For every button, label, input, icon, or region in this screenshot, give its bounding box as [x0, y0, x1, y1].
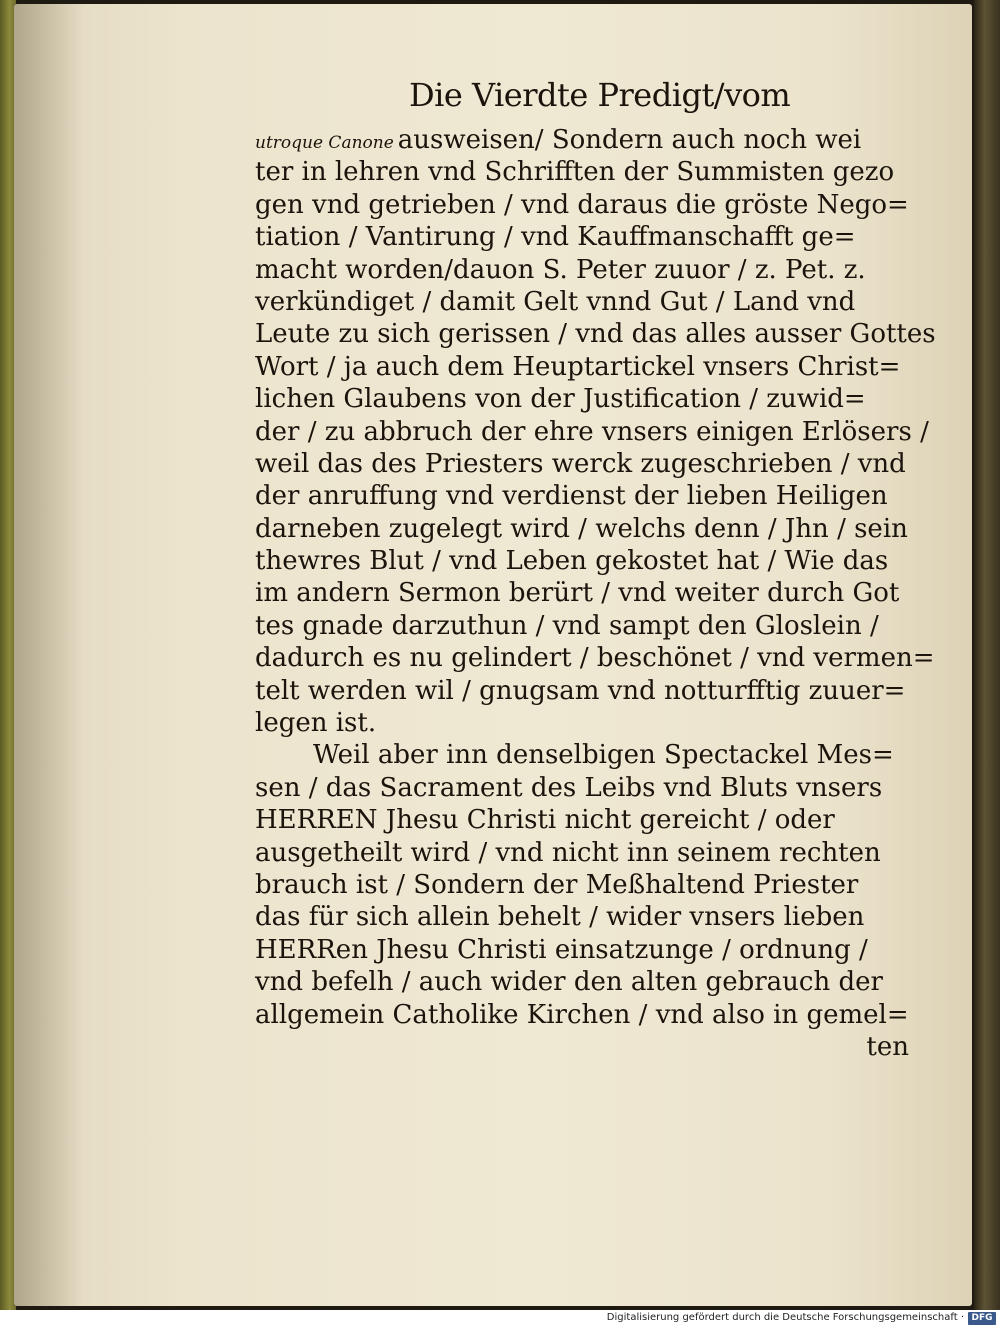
text-line: vnd befelh / auch wider den alten gebrauch der — [255, 967, 883, 998]
text-line — [255, 124, 915, 156]
text-line: thewres Blut / vnd Leben gekostet hat / Wie das — [255, 546, 889, 577]
text-line: Leute zu sich gerissen / vnd das alles ausser Gottes — [255, 319, 936, 350]
paragraph-start-line: Weil aber inn denselbigen Spectackel Mes= — [313, 740, 894, 771]
book-edge-right — [974, 0, 1000, 1310]
text-line: legen ist. — [255, 708, 377, 739]
latin-phrase: utroque Canone — [255, 133, 394, 153]
page-body — [255, 124, 936, 1063]
text-line: macht worden/dauon S. Peter zuuor / z. Pet. z. — [255, 254, 866, 285]
page-gutter-shadow — [14, 4, 84, 1306]
text-line: HERRen Jhesu Christi einsatzunge / ordnung / — [255, 934, 868, 965]
text-line: weil das des Priesters werck zugeschrieben / vnd — [255, 448, 906, 479]
text-line: tes gnade darzuthun / vnd sampt den Gloslein / — [255, 610, 879, 641]
text-line: brauch ist / Sondern der Meßhaltend Priester — [255, 869, 859, 900]
text-line: allgemein Catholike Kirchen / vnd also in gemel= — [255, 999, 909, 1030]
text-line: der anruffung vnd verdienst der lieben Heiligen — [255, 481, 888, 512]
text-line: dadurch es nu gelindert / beschönet / vnd vermen= — [255, 643, 935, 674]
catchword: ten — [866, 1031, 909, 1062]
text-line: tiation / Vantirung / vnd Kauffmanschafft ge= — [255, 222, 856, 253]
text-line: sen / das Sacrament des Leibs vnd Bluts vnsers — [255, 772, 883, 803]
text-line: darneben zugelegt wird / welchs denn / Jhn / sein — [255, 513, 908, 544]
dfg-logo: DFG — [968, 1312, 996, 1325]
running-header: Die Vierdte Predigt/vom — [409, 76, 791, 114]
funding-credit: Digitalisierung gefördert durch die Deutsche Forschungsgemeinschaft · — [606, 1312, 964, 1323]
text-line: lichen Glaubens von der Justification / zuwid= — [255, 384, 866, 415]
text-line: im andern Sermon berürt / vnd weiter durch Got — [255, 578, 900, 609]
text-line: ausgetheilt wird / vnd nicht inn seinem rechten — [255, 837, 881, 868]
text-line: gen vnd getrieben / vnd daraus die gröste Nego= — [255, 189, 909, 220]
text-line: HERREN Jhesu Christi nicht gereicht / oder — [255, 805, 835, 836]
text-line: Wort / ja auch dem Heuptartickel vnsers Christ= — [255, 351, 901, 382]
footer-bar — [0, 1310, 1000, 1328]
text-line: ter in lehren vnd Schrifften der Summisten gezo — [255, 157, 895, 188]
text-line: das für sich allein behelt / wider vnsers lieben — [255, 902, 865, 933]
text-line: telt werden wil / gnugsam vnd notturfftig zuuer= — [255, 675, 906, 706]
text-line-content: ausweisen/ Sondern auch noch wei — [397, 125, 862, 155]
text-line: der / zu abbruch der ehre vnsers einigen Erlösers / — [255, 416, 929, 447]
text-line: verkündiget / damit Gelt vnnd Gut / Land vnd — [255, 286, 856, 317]
